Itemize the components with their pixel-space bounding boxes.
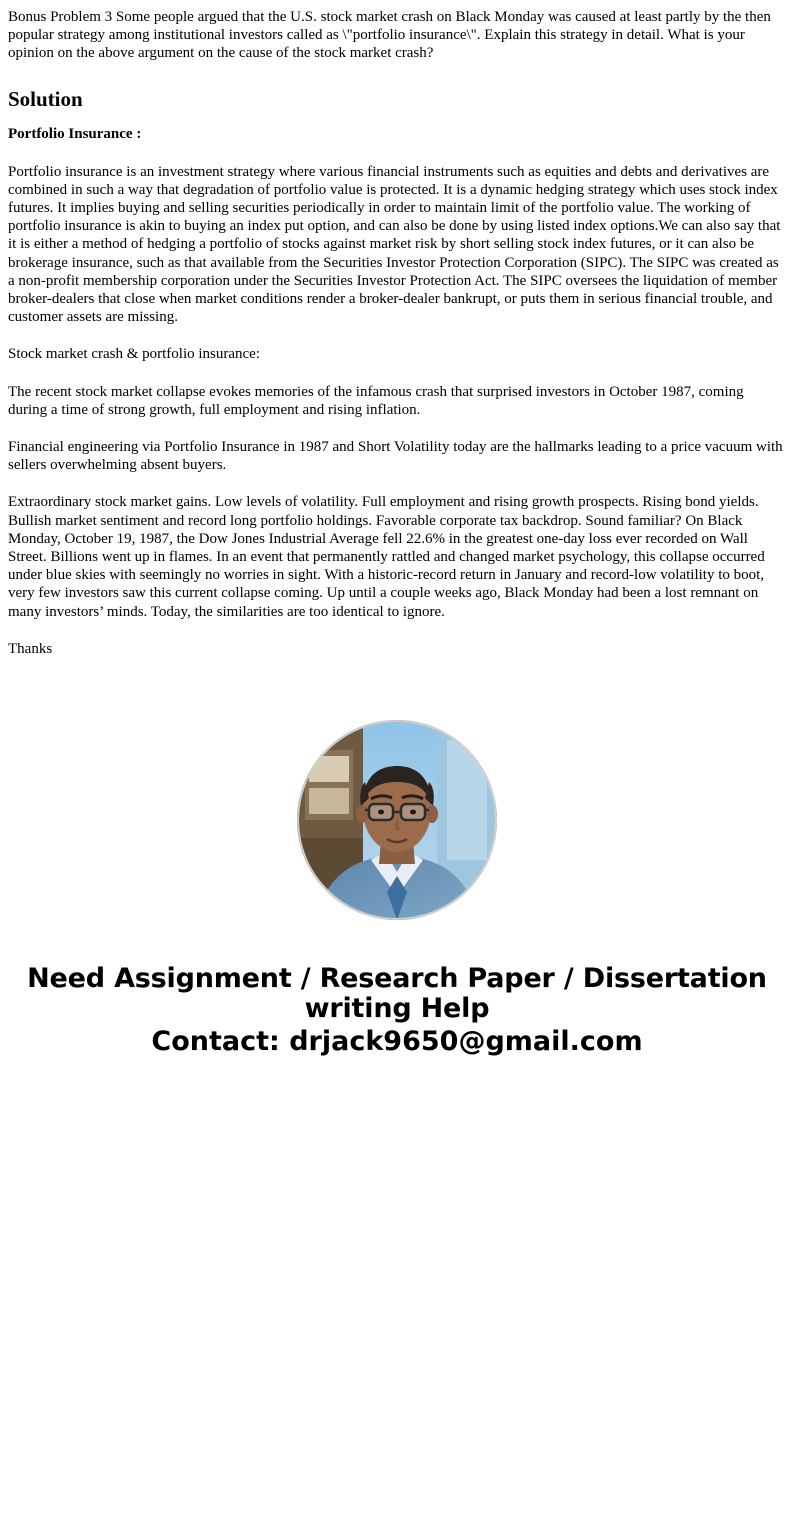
avatar [297, 720, 497, 920]
solution-paragraph-4: Financial engineering via Portfolio Insurance in 1987 and Short Volatility today are the hallmarks leading to a price vacuum with sellers overwhelming absent buyers. [8, 439, 783, 474]
solution-paragraph-5: Extraordinary stock market gains. Low levels of volatility. Full employment and rising growth prospects. Rising bond yields. Bullish market sentiment and record long portfolio holdings. Favorable corporate tax backdrop. Sound familiar? On Black Monday, October 19, 1987, the Dow Jones Industrial Average fell 22.6% in the greatest one-day loss ever recorded on Wall Street. Billions went up in flames. In an event that permanently rattled and changed market psychology, this collapse occurred under blue skies with seemingly no worries in sight. With a historic-record return in January and record-low volatility to boot, very few investors saw this current collapse coming. Up until a couple weeks ago, Black Monday had been a lost remnant on many investors’ minds. Today, the similarities are too identical to ignore. [8, 494, 765, 620]
portfolio-insurance-label: Portfolio Insurance : [8, 125, 142, 142]
solution-paragraph-2: Stock market crash & portfolio insurance: [8, 346, 261, 363]
solution-heading: Solution [8, 86, 83, 111]
solution-paragraph-3: The recent stock market collapse evokes memories of the infamous crash that surprised investors in October 1987, coming during a time of strong growth, full employment and rising inflation. [8, 383, 744, 418]
promo-headline-line1: Need Assignment / Research Paper / Dissertation [27, 962, 767, 994]
closing-text: Thanks [8, 640, 53, 657]
solution-paragraph-1: Portfolio insurance is an investment strategy where various financial instruments such as equities and debts and derivatives are combined in such a way that degradation of portfolio value is protected. It is a dynamic hedging strategy which uses stock index futures. It implies buying and selling securities periodically in order to maintain limit of the portfolio value. The working of portfolio insurance is akin to buying an index put option, and can also be done by using listed index options.We can also say that it is either a method of hedging a portfolio of stocks against market risk by short selling stock index futures, or it can also be brokerage insurance, such as that available from the Securities Investor Protection Corporation (SIPC). The SIPC was created as a non-profit membership corporation under the Securities Investor Protection Act. The SIPC oversees the liquidation of member broker-dealers that close when market conditions render a broker-dealer bankrupt, or puts them in serious financial trouble, and customer assets are missing. [8, 163, 781, 326]
avatar-wrapper [8, 720, 786, 920]
promo-section [8, 720, 786, 1058]
question-text: Bonus Problem 3 Some people argued that the U.S. stock market crash on Black Monday was caused at least partly by the then popular strategy among institutional investors called as \"portfolio insurance\". Explain this strategy in detail. What is your opinion on the above argument on the cause of the stock market crash? [8, 9, 771, 62]
promo-contact: Contact: drjack9650@gmail.com [151, 1025, 643, 1057]
promo-headline-line2: writing Help [304, 992, 490, 1024]
promo-headline [8, 964, 786, 1024]
